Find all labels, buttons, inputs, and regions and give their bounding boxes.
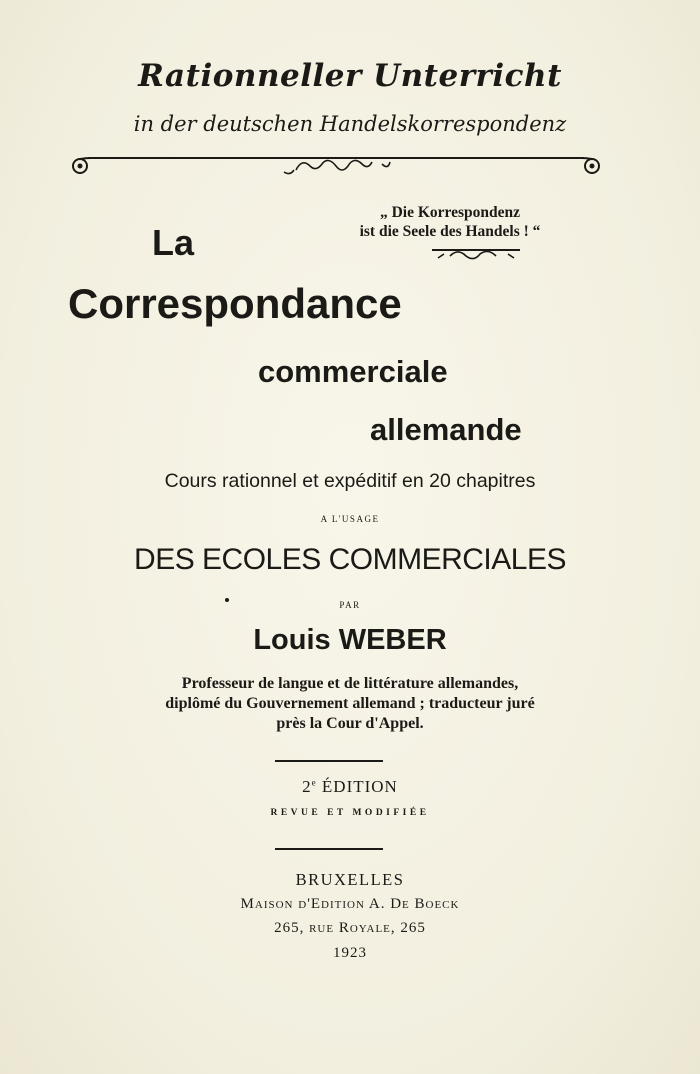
audience: DES ECOLES COMMERCIALES bbox=[134, 543, 566, 576]
imprint-address: 265, rue Royale, 265 bbox=[274, 920, 426, 936]
ornamental-rule bbox=[66, 148, 606, 182]
usage-label: A L'USAGE bbox=[320, 514, 380, 524]
title-line-3: commerciale bbox=[258, 354, 448, 389]
edition-number: 2 bbox=[302, 777, 312, 796]
author-name: Louis WEBER bbox=[253, 624, 447, 656]
motto-line-2: ist die Seele des Handels ! “ bbox=[359, 223, 541, 240]
edition-note: REVUE ET MODIFIÉE bbox=[270, 808, 430, 818]
title-line-2: Correspondance bbox=[68, 280, 402, 327]
series-title: Rationneller Unterricht bbox=[138, 58, 562, 94]
course-description: Cours rationnel et expéditif en 20 chapitres bbox=[164, 470, 536, 492]
credential-line: près la Cour d'Appel. bbox=[276, 715, 424, 732]
imprint-year: 1923 bbox=[333, 945, 367, 961]
motto-line-1: „ Die Korrespondenz bbox=[379, 204, 521, 221]
series-subtitle: in der deutschen Handelskorrespondenz bbox=[133, 112, 567, 136]
motto-ornament bbox=[430, 246, 522, 262]
credential-line: Professeur de langue et de littérature allemandes, bbox=[181, 675, 519, 692]
edition-suffix: e bbox=[311, 777, 317, 788]
divider bbox=[275, 848, 383, 850]
edition-label: ÉDITION bbox=[321, 777, 398, 796]
credential-line: diplômé du Gouvernement allemand ; traducteur juré bbox=[165, 695, 535, 712]
author-credentials bbox=[0, 674, 700, 734]
title-line-4: allemande bbox=[370, 412, 522, 447]
title-line-1: La bbox=[152, 222, 195, 263]
imprint-city: BRUXELLES bbox=[295, 870, 405, 889]
edition bbox=[0, 777, 700, 797]
divider bbox=[275, 760, 383, 762]
imprint-publisher: Maison d'Edition A. De Boeck bbox=[240, 896, 460, 912]
par-label: PAR bbox=[339, 600, 361, 610]
